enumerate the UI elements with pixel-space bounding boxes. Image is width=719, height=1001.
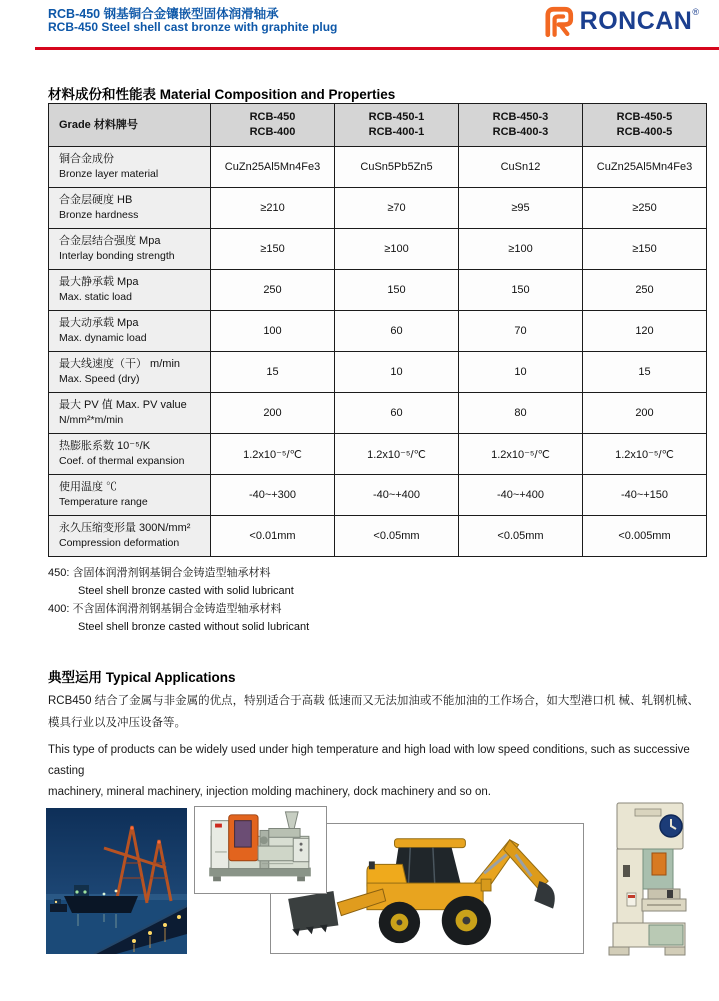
- value-cell: CuSn5Pb5Zn5: [335, 147, 459, 188]
- injection-molding-machine-photo: [194, 806, 327, 894]
- value-cell: 15: [583, 352, 707, 393]
- table-header-row: [49, 104, 707, 147]
- value-cell: <0.05mm: [335, 516, 459, 557]
- section-title-composition: 材料成份和性能表 Material Composition and Properties: [48, 87, 396, 103]
- value-cell: ≥150: [583, 229, 707, 270]
- footnote-450-zh: 450: 含固体润滑剂钢基铜合金铸造型轴承材料: [48, 567, 271, 579]
- power-press-photo: [597, 797, 697, 960]
- table-row: [49, 434, 707, 475]
- grade-column-header: RCB-450-5 RCB-400-5: [583, 104, 707, 147]
- property-label-cell: 使用温度 ℃ Temperature range: [49, 475, 211, 516]
- registered-trademark-mark: ®: [692, 7, 699, 17]
- property-label-cell: 最大线速度（干） m/min Max. Speed (dry): [49, 352, 211, 393]
- roncan-logo: [540, 5, 699, 39]
- value-cell: ≥100: [335, 229, 459, 270]
- footnote-450-en: Steel shell bronze casted with solid lubricant: [78, 585, 294, 597]
- value-cell: 60: [335, 393, 459, 434]
- value-cell: 10: [459, 352, 583, 393]
- header-divider: [35, 47, 719, 50]
- applications-paragraph-zh: RCB450 结合了金属与非金属的优点，特别适合于高载 低速而又无法加油或不能加油的工作场合，如大型港口机 械、轧钢机械、 模具行业以及冲压设备等。: [48, 695, 700, 729]
- value-cell: 150: [335, 270, 459, 311]
- table-row: [49, 188, 707, 229]
- applications-paragraph-en: This type of products can be widely used under high temperature and high load with low speed conditions, such as successive casting machinery, mineral machinery, injection molding machinery, dock machinery and so on.: [48, 744, 690, 798]
- value-cell: ≥150: [211, 229, 335, 270]
- grade-header-cell: Grade 材料牌号: [49, 104, 211, 147]
- footnote-400-zh: 400: 不含固体润滑剂钢基铜合金铸造型轴承材料: [48, 603, 282, 615]
- doc-title-zh: RCB-450 钢基铜合金镶嵌型固体润滑轴承: [48, 7, 279, 21]
- value-cell: CuZn25Al5Mn4Fe3: [583, 147, 707, 188]
- table-row: [49, 311, 707, 352]
- value-cell: 250: [583, 270, 707, 311]
- property-label-cell: 最大静承载 Mpa Max. static load: [49, 270, 211, 311]
- value-cell: -40~+150: [583, 475, 707, 516]
- property-label-cell: 热膨胀系数 10⁻⁵/K Coef. of thermal expansion: [49, 434, 211, 475]
- property-label-cell: 最大动承载 Mpa Max. dynamic load: [49, 311, 211, 352]
- footnote-400-en: Steel shell bronze casted without solid lubricant: [78, 621, 310, 633]
- value-cell: 1.2x10⁻⁵/℃: [583, 434, 707, 475]
- value-cell: CuZn25Al5Mn4Fe3: [211, 147, 335, 188]
- value-cell: -40~+300: [211, 475, 335, 516]
- value-cell: 1.2x10⁻⁵/℃: [335, 434, 459, 475]
- doc-title-en: RCB-450 Steel shell cast bronze with graphite plug: [48, 20, 338, 34]
- value-cell: 80: [459, 393, 583, 434]
- property-label-cell: 合金层结合强度 Mpa Interlay bonding strength: [49, 229, 211, 270]
- brand-name: RONCAN: [579, 7, 693, 35]
- table-row: [49, 229, 707, 270]
- value-cell: 200: [211, 393, 335, 434]
- grade-column-header: RCB-450 RCB-400: [211, 104, 335, 147]
- property-label-cell: 永久压缩变形量 300N/mm² Compression deformation: [49, 516, 211, 557]
- grade-column-header: RCB-450-3 RCB-400-3: [459, 104, 583, 147]
- value-cell: CuSn12: [459, 147, 583, 188]
- value-cell: 70: [459, 311, 583, 352]
- value-cell: <0.01mm: [211, 516, 335, 557]
- value-cell: 1.2x10⁻⁵/℃: [211, 434, 335, 475]
- value-cell: ≥70: [335, 188, 459, 229]
- value-cell: ≥250: [583, 188, 707, 229]
- value-cell: 200: [583, 393, 707, 434]
- port-night-photo: [46, 808, 187, 954]
- value-cell: -40~+400: [335, 475, 459, 516]
- value-cell: 1.2x10⁻⁵/℃: [459, 434, 583, 475]
- table-row: [49, 393, 707, 434]
- value-cell: 100: [211, 311, 335, 352]
- value-cell: ≥95: [459, 188, 583, 229]
- table-row: [49, 516, 707, 557]
- value-cell: 150: [459, 270, 583, 311]
- value-cell: 60: [335, 311, 459, 352]
- value-cell: 10: [335, 352, 459, 393]
- value-cell: 15: [211, 352, 335, 393]
- table-row: [49, 475, 707, 516]
- table-row: [49, 270, 707, 311]
- roncan-logo-icon: [540, 5, 576, 39]
- property-label-cell: 最大 PV 值 Max. PV value N/mm²*m/min: [49, 393, 211, 434]
- value-cell: 120: [583, 311, 707, 352]
- value-cell: <0.005mm: [583, 516, 707, 557]
- section-title-applications: 典型运用 Typical Applications: [48, 670, 236, 686]
- composition-table: [48, 103, 707, 557]
- value-cell: <0.05mm: [459, 516, 583, 557]
- table-row: [49, 147, 707, 188]
- property-label-cell: 合金层硬度 HB Bronze hardness: [49, 188, 211, 229]
- value-cell: -40~+400: [459, 475, 583, 516]
- value-cell: ≥210: [211, 188, 335, 229]
- value-cell: 250: [211, 270, 335, 311]
- table-row: [49, 352, 707, 393]
- grade-column-header: RCB-450-1 RCB-400-1: [335, 104, 459, 147]
- value-cell: ≥100: [459, 229, 583, 270]
- property-label-cell: 铜合金成份 Bronze layer material: [49, 147, 211, 188]
- table-footnotes: [48, 564, 309, 636]
